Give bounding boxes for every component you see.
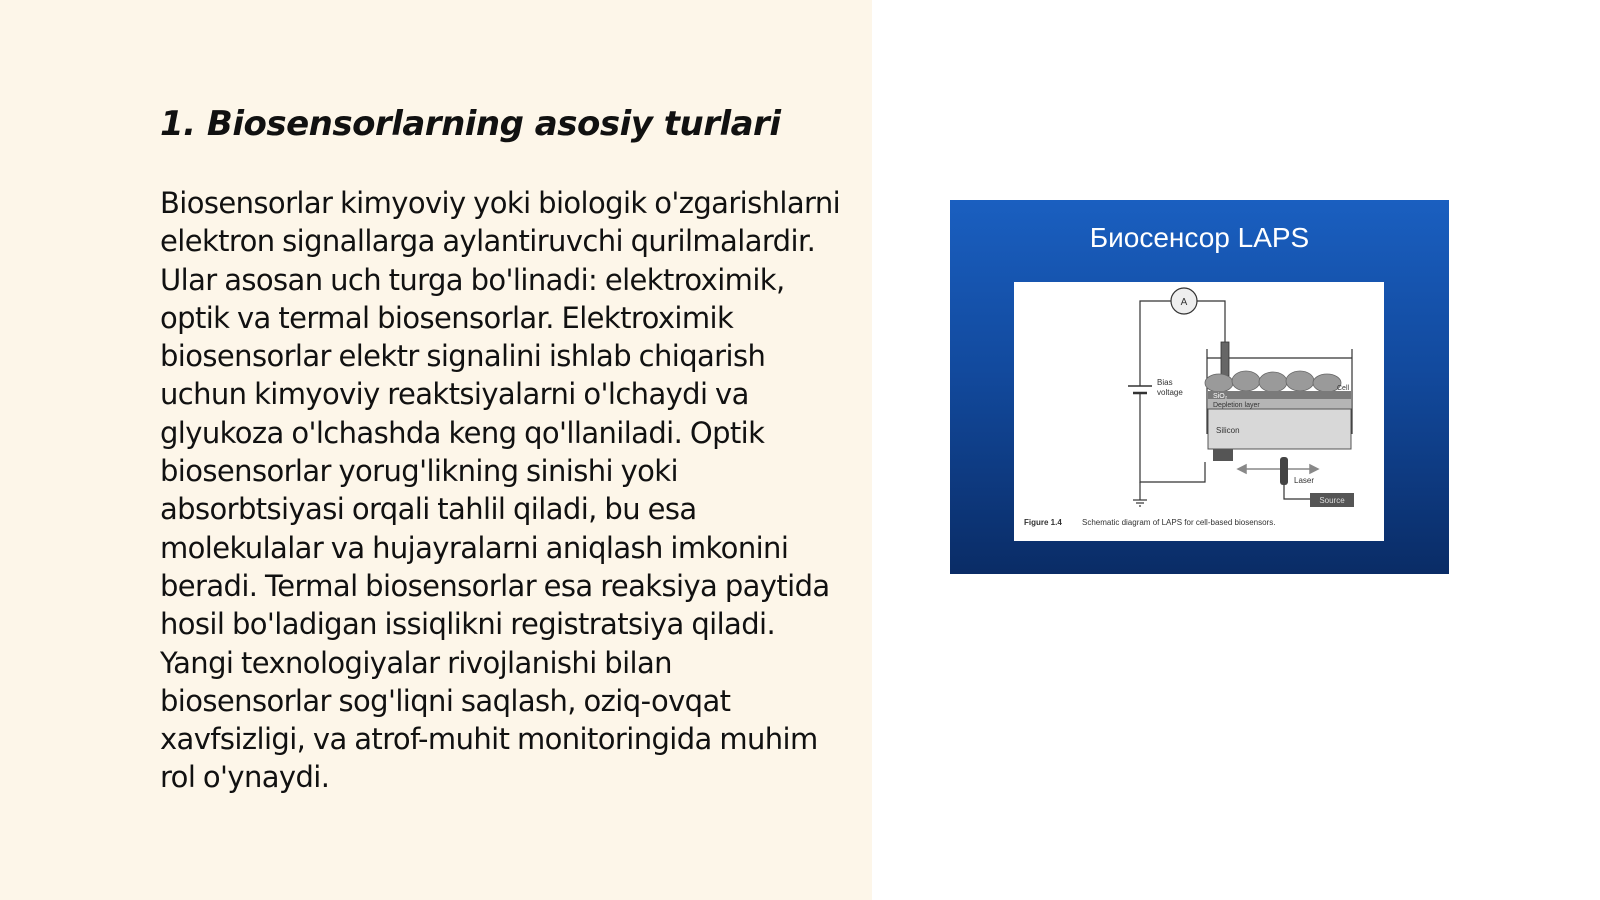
laps-schematic [1014, 282, 1384, 541]
laps-image [950, 200, 1449, 574]
figure-caption-text: Schematic diagram of LAPS for cell-based biosensors. [1082, 518, 1276, 527]
image-title: Биосенсор LAPS [1089, 222, 1310, 253]
figure-caption-label: Figure 1.4 [1024, 518, 1062, 527]
cell-label: Cell [1337, 385, 1350, 392]
laser-scan-arrow [1238, 465, 1318, 473]
laser [1280, 457, 1288, 485]
ground-symbol [1133, 500, 1147, 506]
slide-body-text: Biosensorlar kimyoviy yoki biologik o'zgarishlarni elektron signallarga aylantiruvchi qurilmalardir. Ular asosan uch turga bo'linadi: elektroximik, optik va termal biosensorlar. Elektroximik biosensorlar elektr signalini ishlab chiqarish uchun kimyoviy reaktsiyalarni o'lchaydi va glyukoza o'lchashda keng qo'llaniladi. Optik biosensorlar yorug'likning sinishi yoki absorbtsiyasi orqali tahlil qiladi, bu esa molekulalar va hujayralarni aniqlash imkonini beradi. Termal biosensorlar esa reaksiya paytida hosil bo'ladigan issiqlikni registratsiya qiladi. Yangi texnologiyalar rivojlanishi bilan biosensorlar sog'liqni saqlash, oziq-ovqat xavfsizligi, va atrof-muhit monitoringida muhim rol o'ynaydi. [160, 186, 841, 795]
slide-heading: 1. Biosensorlarning asosiy turlari [160, 104, 781, 144]
ammeter-symbol [1171, 288, 1197, 314]
laser-label: Laser [1294, 476, 1315, 485]
silicon-label: Silicon [1216, 426, 1240, 435]
battery-symbol [1128, 386, 1152, 393]
voltage-label: voltage [1157, 388, 1183, 397]
svg-text:A: A [1180, 297, 1188, 308]
sio2-layer [1208, 391, 1351, 399]
sio2-label: SiO₂ [1213, 393, 1228, 400]
bias-label: Bias [1157, 378, 1173, 387]
electrode [1221, 342, 1229, 376]
laps-diagram [1014, 282, 1384, 541]
back-contact [1213, 449, 1233, 461]
source-label: Source [1319, 496, 1345, 505]
depletion-label: Depletion layer [1213, 402, 1260, 409]
